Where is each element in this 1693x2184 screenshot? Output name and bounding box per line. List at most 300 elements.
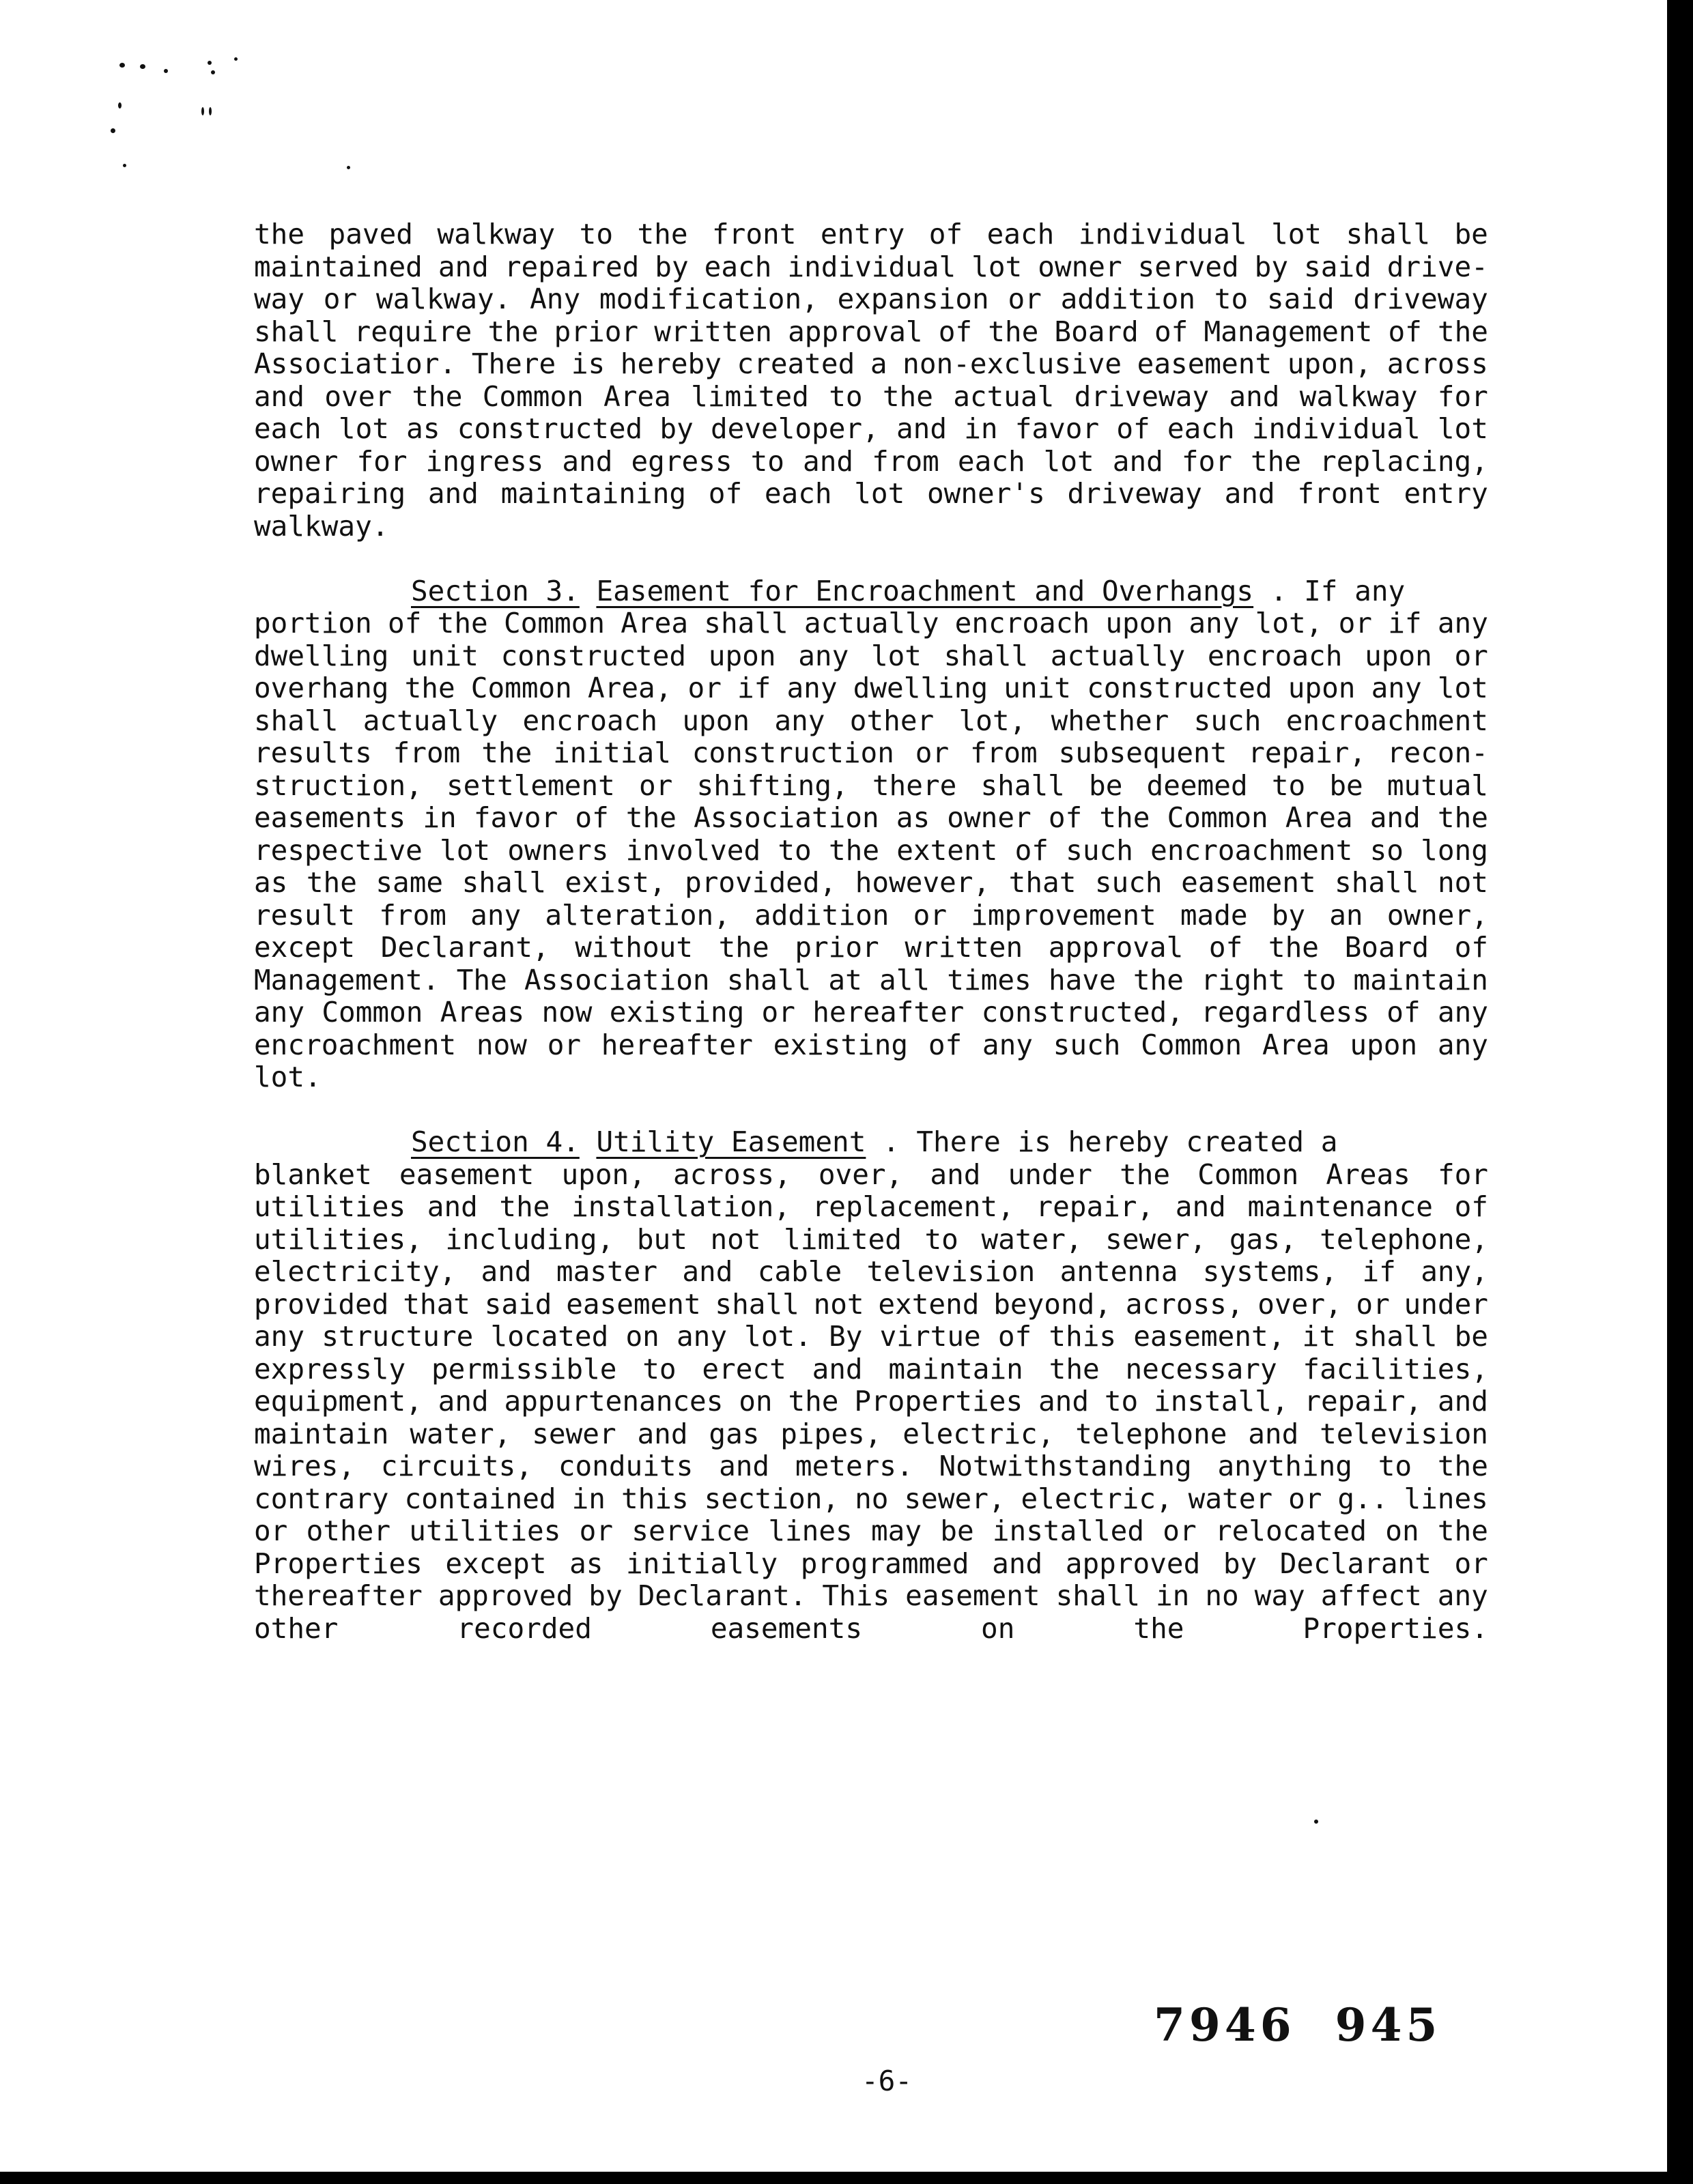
word: easement — [1137, 347, 1272, 380]
word: from — [393, 736, 461, 769]
word: hereby — [620, 347, 722, 380]
word: or — [1288, 1482, 1322, 1515]
word: any — [774, 704, 825, 737]
word: in — [423, 801, 457, 834]
text-line — [254, 770, 1488, 803]
word: driveway — [1074, 379, 1210, 413]
word: virtue — [879, 1320, 981, 1353]
word: whether — [1051, 704, 1169, 737]
word: replacing, — [1320, 444, 1488, 478]
word: Common — [503, 607, 606, 640]
word: of — [1208, 931, 1243, 964]
word: or — [1454, 639, 1488, 672]
word: any — [254, 996, 305, 1029]
word: provided — [254, 1287, 389, 1321]
word: encroach — [1207, 639, 1343, 672]
word: Declarant. — [638, 1579, 807, 1612]
word: affect — [1320, 1579, 1422, 1612]
text-line — [254, 218, 1488, 251]
word: appurtenances — [504, 1385, 724, 1418]
text-line-content: lot. — [254, 1061, 322, 1093]
section-4-heading-line — [254, 1126, 1488, 1159]
word: to — [579, 218, 614, 250]
word: electric, — [1021, 1482, 1173, 1515]
word: recorded — [457, 1611, 592, 1645]
word: Notwithstanding — [939, 1450, 1192, 1482]
word: Areas — [1326, 1158, 1410, 1191]
body-text — [254, 218, 1488, 1645]
word: however, — [855, 866, 991, 899]
text-line — [254, 511, 1488, 543]
text-line — [254, 1029, 1488, 1062]
word: the — [1133, 1611, 1184, 1645]
word: installed — [992, 1514, 1145, 1547]
word: such — [1193, 704, 1262, 737]
word: of — [938, 315, 973, 348]
text-line — [254, 1548, 1488, 1581]
word: each — [1167, 412, 1235, 445]
word: dwelling — [254, 639, 389, 672]
word: on — [739, 1385, 773, 1418]
word: Area — [1285, 801, 1353, 834]
word: hereafter — [601, 1028, 753, 1061]
text-line — [254, 1289, 1488, 1321]
word: for — [356, 444, 408, 478]
word: as — [406, 412, 440, 445]
word: as — [569, 1547, 603, 1580]
word: upon — [1350, 1028, 1418, 1061]
text-line — [254, 900, 1488, 932]
word: maintain — [1353, 963, 1488, 996]
word: in — [1155, 1579, 1190, 1612]
word: Management — [1204, 315, 1373, 348]
word: across, — [1125, 1287, 1244, 1321]
word: upon — [1287, 672, 1356, 704]
word: individual — [1078, 218, 1247, 250]
word: developer, — [710, 412, 879, 445]
word: the — [1437, 1450, 1488, 1482]
word: easement — [1181, 866, 1316, 899]
word: front — [711, 218, 797, 250]
word: if — [737, 672, 771, 704]
word: maintenance — [1247, 1190, 1433, 1223]
word: extent — [896, 833, 998, 867]
word: may — [870, 1514, 922, 1547]
word: the — [1437, 801, 1488, 834]
text-line — [254, 446, 1488, 478]
word: to — [924, 1222, 958, 1256]
word: programmed — [800, 1547, 969, 1580]
word: utilities — [409, 1514, 561, 1547]
word: anything — [1217, 1450, 1352, 1482]
word: wires, — [254, 1450, 356, 1482]
word: and — [427, 477, 479, 510]
word: By — [829, 1320, 863, 1353]
word: a — [870, 347, 887, 380]
word: or — [547, 1028, 582, 1061]
word: said — [1266, 283, 1335, 315]
word: There — [471, 347, 556, 380]
word: owner — [254, 444, 339, 478]
word: and — [1369, 801, 1421, 834]
word: construction — [692, 736, 894, 769]
text-line — [254, 1515, 1488, 1548]
text-line — [254, 932, 1488, 964]
word: repair, — [1304, 1385, 1423, 1418]
word: over — [324, 379, 393, 413]
word: television — [866, 1255, 1036, 1288]
word: electricity, — [254, 1255, 457, 1288]
word: expressly — [254, 1352, 406, 1385]
word: the — [718, 931, 769, 964]
word: except — [445, 1547, 547, 1580]
word: and — [438, 250, 489, 283]
word: constructed, — [981, 996, 1184, 1029]
word: and — [1229, 379, 1280, 413]
scan-speck — [209, 107, 212, 115]
word: of — [997, 1320, 1032, 1353]
word: erect — [702, 1352, 786, 1385]
word: not — [710, 1222, 761, 1256]
word: to — [1378, 1450, 1412, 1482]
word: limited — [691, 379, 809, 413]
text-line — [254, 478, 1488, 511]
word: exist, — [565, 866, 666, 899]
word: located — [490, 1320, 609, 1353]
word: be — [1454, 1320, 1488, 1353]
word: sewer — [532, 1417, 616, 1450]
word: and — [896, 412, 948, 445]
word: any — [798, 639, 849, 672]
word: or — [915, 736, 950, 769]
text-line-content: walkway. — [254, 509, 389, 543]
word: paved — [328, 218, 413, 250]
text-line — [254, 413, 1488, 446]
word: of — [1014, 833, 1049, 867]
word: is — [571, 347, 606, 380]
word: pipes, — [780, 1417, 882, 1450]
word: shall — [704, 607, 788, 640]
word: walkway — [1299, 379, 1418, 413]
word: actually — [803, 607, 939, 640]
word: by — [1223, 1547, 1257, 1580]
word: for — [1437, 1158, 1488, 1191]
word: maintain — [254, 1417, 389, 1450]
scan-speck — [208, 61, 212, 65]
text-line — [254, 996, 1488, 1029]
word: prior — [554, 315, 639, 348]
word: water — [1188, 1482, 1273, 1515]
word: section, — [704, 1482, 840, 1515]
word: Area — [603, 379, 671, 413]
word: have — [1048, 963, 1116, 996]
word: owner, — [1386, 898, 1488, 932]
word: shall — [461, 866, 547, 899]
word: front — [1297, 477, 1382, 510]
word: each — [764, 477, 832, 510]
word: repaired — [504, 250, 640, 283]
word: right — [1201, 963, 1285, 996]
word: Area — [1262, 1028, 1330, 1061]
word: circuits, — [380, 1450, 533, 1482]
word: the — [404, 672, 455, 704]
word: initial — [553, 736, 671, 769]
word: Area — [621, 607, 689, 640]
word: provided, — [685, 866, 837, 899]
word: each — [986, 218, 1055, 250]
word: thereafter — [254, 1579, 423, 1612]
word: utilities, — [254, 1222, 423, 1256]
word: expansion — [837, 283, 989, 315]
word: lot — [338, 412, 389, 445]
word: lot — [1437, 412, 1488, 445]
word: no — [1205, 1579, 1239, 1612]
word: this — [1049, 1320, 1117, 1353]
word: the — [487, 315, 539, 348]
text-line — [254, 348, 1488, 381]
word: or — [639, 768, 673, 802]
word: the — [1133, 963, 1184, 996]
word: upon — [682, 704, 750, 737]
word: of — [1048, 801, 1083, 834]
scan-speck — [111, 128, 115, 133]
word: the — [1250, 444, 1302, 478]
word: Common — [470, 672, 572, 704]
word: Common — [1141, 1028, 1242, 1061]
word: Area, — [587, 672, 672, 704]
word: easement — [399, 1158, 535, 1191]
word: and — [427, 1190, 478, 1223]
word: by — [659, 412, 694, 445]
word: of — [928, 218, 963, 250]
word: or — [1356, 1287, 1390, 1321]
text-line — [254, 1353, 1488, 1386]
word: entry — [820, 218, 905, 250]
word: long — [1421, 833, 1488, 867]
text-line — [254, 672, 1488, 705]
word: that — [1008, 866, 1077, 899]
word: drive- — [1386, 250, 1488, 283]
word: made — [1180, 898, 1248, 932]
word: modification, — [599, 283, 819, 315]
word: any — [982, 1028, 1033, 1061]
word: dwelling — [853, 672, 988, 704]
word: and — [1175, 1190, 1226, 1223]
word: and — [1224, 477, 1275, 510]
word: on — [1385, 1514, 1419, 1547]
word: it — [1302, 1320, 1336, 1353]
word: or — [687, 672, 722, 704]
word: to — [1302, 963, 1337, 996]
word: to — [1104, 1385, 1139, 1418]
word: and — [812, 1352, 863, 1385]
word: under — [1008, 1158, 1092, 1191]
word: written — [905, 931, 1023, 964]
word: and — [1112, 444, 1163, 478]
word: and — [719, 1450, 770, 1482]
word: including, — [445, 1222, 614, 1256]
word: the — [1049, 1352, 1100, 1385]
word: the — [1120, 1158, 1171, 1191]
scan-speck — [347, 166, 350, 169]
word: Common — [322, 996, 423, 1029]
word: across — [1386, 347, 1488, 380]
word: Association — [694, 801, 879, 834]
word: and — [637, 1417, 688, 1450]
scan-edge-bottom — [0, 2172, 1693, 2184]
word: of — [1386, 996, 1421, 1029]
word: the — [625, 801, 677, 834]
word: from — [379, 898, 446, 932]
word: shifting, — [696, 768, 849, 802]
word: individual — [1251, 412, 1421, 445]
word: and — [992, 1547, 1043, 1580]
word: shall — [726, 963, 812, 996]
word: unit — [1004, 672, 1071, 704]
section-3-tail: . If any — [1270, 574, 1406, 607]
word: in — [571, 1482, 606, 1515]
word: the — [306, 866, 357, 899]
word: contrary — [254, 1482, 389, 1515]
word: regardless — [1201, 996, 1369, 1029]
word: Common — [1197, 1158, 1299, 1191]
word: maintain — [888, 1352, 1023, 1385]
text-line — [254, 1061, 1488, 1094]
word: any — [676, 1320, 728, 1353]
word: Management. — [254, 963, 440, 996]
section-4-label: Section 4. — [411, 1125, 580, 1158]
section-4-title: Utility Easement — [596, 1125, 866, 1158]
scan-speck — [164, 69, 168, 73]
word: of — [928, 1028, 963, 1061]
word: or — [1163, 1514, 1197, 1547]
text-line — [254, 1191, 1488, 1224]
word: of — [1116, 412, 1150, 445]
word: approved — [1065, 1547, 1201, 1580]
word: on — [981, 1611, 1015, 1645]
word: of — [1454, 931, 1488, 964]
word: shall — [254, 704, 339, 737]
word: such — [1053, 1028, 1121, 1061]
word: or — [254, 1514, 288, 1547]
word: facilities, — [1303, 1352, 1488, 1385]
page-number: -6- — [862, 2065, 913, 2097]
word: for — [1437, 379, 1488, 413]
word: or — [323, 283, 358, 315]
word: prior — [795, 931, 879, 964]
word: any — [1437, 1579, 1488, 1612]
word: lot — [1043, 444, 1094, 478]
word: easements — [710, 1611, 863, 1645]
word: lot — [854, 477, 905, 510]
word: contained — [404, 1482, 556, 1515]
word: any — [1437, 1028, 1488, 1061]
word: other — [849, 704, 935, 737]
word: from — [969, 736, 1038, 769]
word: lot — [1437, 672, 1488, 704]
word: unit — [411, 639, 479, 672]
word: same — [375, 866, 444, 899]
word: telephone, — [1320, 1222, 1488, 1256]
word: shall — [254, 315, 339, 348]
word: to — [1271, 768, 1306, 802]
text-line — [254, 1385, 1488, 1418]
word: shall — [980, 768, 1065, 802]
word: or — [1338, 607, 1372, 640]
word: This — [822, 1579, 890, 1612]
word: Properties — [854, 1385, 1023, 1418]
text-line — [254, 283, 1488, 316]
word: that — [403, 1287, 470, 1321]
book-page-stamp: 7946 945 — [1154, 1998, 1442, 2052]
word: repairing — [254, 477, 406, 510]
word: of — [1154, 315, 1189, 348]
word: Declarant — [1279, 1547, 1432, 1580]
scan-speck — [123, 164, 126, 167]
scan-speck — [140, 64, 145, 69]
word: actually — [1050, 639, 1186, 672]
word: existing — [773, 1028, 909, 1061]
word: as — [254, 866, 288, 899]
word: served — [1137, 250, 1239, 283]
word: existing — [609, 996, 745, 1029]
word: other — [306, 1514, 391, 1547]
word: telephone — [1075, 1417, 1227, 1450]
word: lines — [768, 1514, 853, 1547]
word: approved — [438, 1579, 573, 1612]
word: approval — [788, 315, 923, 348]
word: respective — [254, 833, 423, 867]
word: relocated — [1214, 1514, 1367, 1547]
word: by — [1254, 250, 1289, 283]
word: and — [562, 444, 613, 478]
word: blanket — [254, 1158, 372, 1191]
word: maintained — [254, 250, 423, 283]
word: and — [1437, 1385, 1488, 1418]
section-3-title-wrap — [596, 575, 1405, 608]
word: water, — [981, 1222, 1083, 1256]
word: encroach — [522, 704, 658, 737]
word: television — [1320, 1417, 1488, 1450]
word: extend — [878, 1287, 980, 1321]
text-line — [254, 251, 1488, 284]
word: constructed — [457, 412, 643, 445]
word: said — [1304, 250, 1371, 283]
word: meters. — [795, 1450, 913, 1482]
word: shall — [943, 639, 1029, 672]
word: favor — [1014, 412, 1100, 445]
paragraph-gap — [254, 543, 1488, 575]
word: Associatior. — [254, 347, 457, 380]
word: Board — [1344, 931, 1429, 964]
paragraph-gap — [254, 1094, 1488, 1127]
word: said — [484, 1287, 552, 1321]
word: lot. — [744, 1320, 812, 1353]
word: and — [930, 1158, 981, 1191]
text-line — [254, 1256, 1488, 1289]
word: or — [1008, 283, 1042, 315]
word: water, — [410, 1417, 511, 1450]
word: so — [1369, 833, 1404, 867]
word: gas, — [1229, 1222, 1297, 1256]
word: any — [1437, 607, 1488, 640]
word: sewer, — [1105, 1222, 1207, 1256]
word: the — [499, 1190, 550, 1223]
text-line — [254, 607, 1488, 640]
text-line — [254, 737, 1488, 770]
word: install, — [1154, 1385, 1289, 1418]
word: to — [1214, 283, 1249, 315]
